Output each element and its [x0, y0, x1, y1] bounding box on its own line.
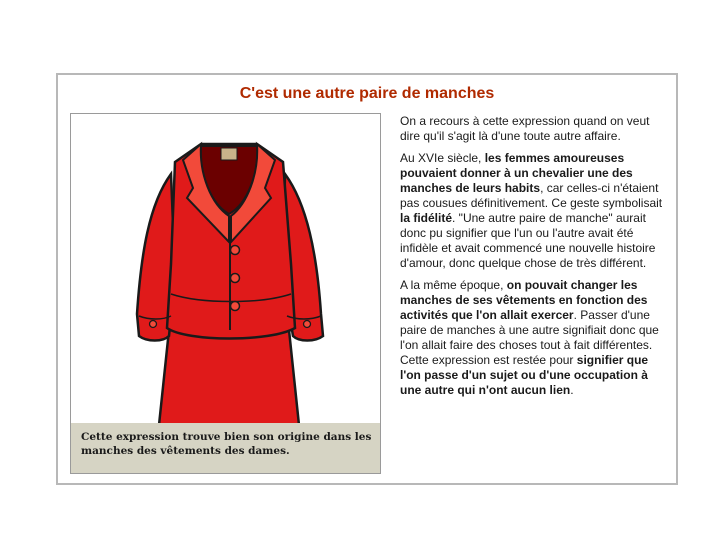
red-suit-illustration [71, 114, 381, 425]
button-icon [231, 274, 240, 283]
emphasis-text: la fidélité [400, 211, 453, 225]
button-icon [231, 302, 240, 311]
sleeve-button-icon [304, 321, 311, 328]
paragraph-text: On a recours à cette expression quand on veut dire qu'il s'agit là d'une toute autre affaire. [400, 114, 650, 143]
figure-caption: Cette expression trouve bien son origine dans les manches des vêtements des dames. [71, 423, 380, 473]
paragraph-3 [400, 278, 668, 398]
paragraph-text: A la même époque, [400, 278, 507, 292]
skirt-shape [159, 330, 299, 425]
garment-tag [221, 148, 237, 160]
page-title: C'est une autre paire de manches [239, 85, 495, 102]
paragraph-1 [400, 114, 668, 144]
emphasis-text: on pouvait changer les manches de ses vêtements en fonction des activités que l'on allait exercer [400, 278, 648, 322]
paragraph-text: . [570, 383, 574, 397]
emphasis-text: les femmes amoureuses pouvaient donner à un chevalier une des manches de leurs habits [400, 151, 633, 195]
paragraph-text: . "Une autre paire de manche" aurait donc pu signifier que l'un ou l'autre avait été infidèle et avait commencé une nouvelle histoire d'amour, donc quelque chose de très différent. [400, 211, 656, 270]
paragraph-text: , car celles-ci n'étaient pas cousues définitivement. Ce geste symbolisait [400, 181, 663, 210]
paragraph-text: Au XVIe siècle, [400, 151, 485, 165]
emphasis-text: signifier que l'on passe d'un sujet ou d'une occupation à une autre qui n'ont aucun lien [400, 353, 649, 397]
paragraph-2 [400, 151, 668, 271]
paragraph-text: . Passer d'une paire de manches à une autre signifiait donc que l'on allait faire des choses tout à fait différentes. Cette expression est restée pour [400, 308, 659, 367]
sleeve-button-icon [150, 321, 157, 328]
illustration-panel [70, 113, 381, 474]
article-text [400, 114, 668, 405]
button-icon [231, 246, 240, 255]
content-card [56, 73, 678, 485]
